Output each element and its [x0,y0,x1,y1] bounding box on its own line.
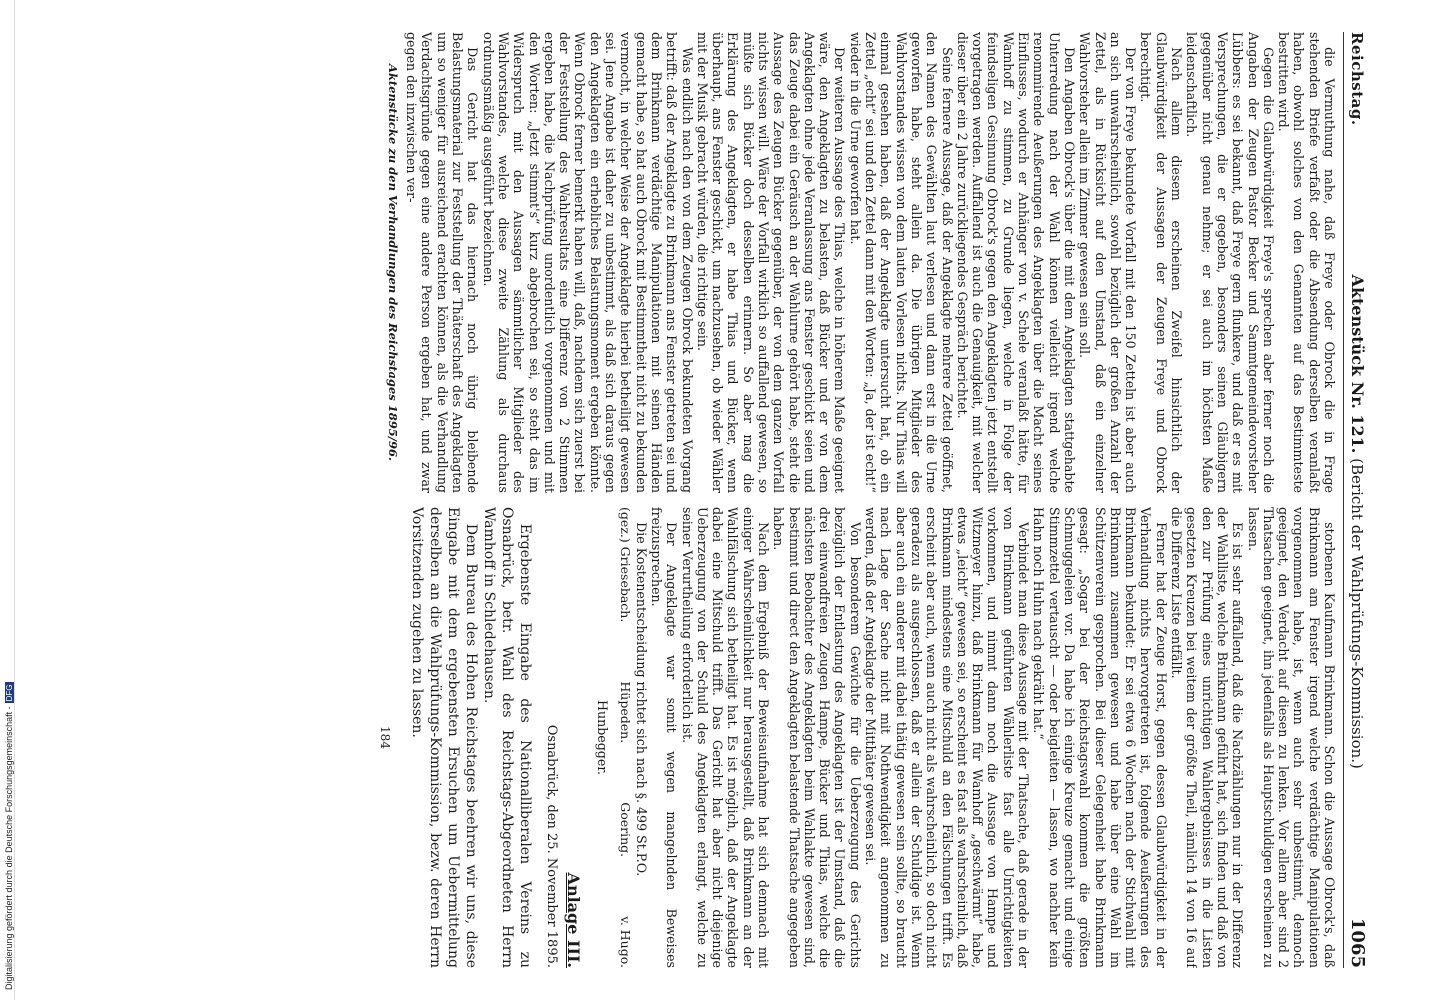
column-left [82,32,1337,493]
paragraph: Der weiteren Aussage des Thias, welche in höherem Maße geeignet wäre, den Angeklagten zu belasten, daß Bücker und er von dem Angeklagten ohne jede Veranlassung ans Fenster geschickt seien und das Zeuge dabei ein Geräusch an der Wahlurne gehört habe, steht die Aussage des Zeugen Bücker gegenüber, der von dem ganzen Vorfall nichts wissen will. Wäre der Vorfall wirklich so auffallend gewesen, so müßte sich Bücker doch desselben erinnern. So aber mag die Erklärung des Angeklagten, er habe Thias und Bücker, wenn überhaupt, ans Fenster geschickt, um nachzusehen, ob wieder Wähler mit der Musik gebracht würden, die richtige sein. [694,32,848,493]
anlage-date: Osnabrück, den 25. November 1895. [544,724,560,968]
paragraph: Es ist sehr auffallend, daß die Nachzählungen nur in der Differenz der Wahlliste, welche Brinkmann geführt hat, sich finden und daß von den zur Prüfung eines unrichtigen Wahlergebnisses in die Listen gesetzten Kreuzen bei weitem der größte Theil, nämlich 14 von 16 auf die Differenz Liste entfällt. [1169,507,1246,968]
document-page [52,10,1382,990]
paragraph: Den Angaben Obrock's über die mit dem Angeklagten stattgehabte Unterredung nach der Wahl können vielleicht irgend welche renommirende Aeußerungen des Angeklagten über die Macht seines Einflusses, wodurch er Anhänger von v. Schele veranlaßt hätte, für Wamhoff zu stimmen, zu Grunde liegen, welche in Folge der feindseligen Gesinnung Obrock's gegen den Angeklagten jetzt entstellt vorgetragen werden. Auffallend ist auch die Genauigkeit, mit welcher dieser über ein 2 Jahre zurückliegendes Gespräch berichtet. [954,32,1077,493]
anlage-body: Dem Bureau des Hohen Reichstages beehren wir uns, diese Eingabe mit dem ergebensten Ersuchen um Uebermittelung derselben an die Wahlprüfungs-Kommission, bezw. deren Herrn Vorsitzenden zugehen zu lassen. [409,507,480,968]
paragraph: Das Gericht hat das hiernach noch übrig bleibende Belastungsmaterial zur Feststellung der Thäterschaft des Angeklagten um so weniger für ausreichend erachten können, als die Verhandlung Verdachtsgründe gegen eine andere Person ergeben hat, und zwar gegen den inzwischen ver- [404,32,481,493]
anlage-title: Anlage III. [563,872,583,968]
signature: Hüpeden. [618,681,634,744]
dfg-sidebar [0,0,15,1000]
paragraph: Von besonderem Gewichte für die Ueberzeugung des Gerichts bezüglich der Entlastung des Angeklagten ist der Umstand, daß die drei einwandfreien Zeugen Hampe, Bücker und Thias, welche die nächsten Beobachter des Angeklagten beim Wahlakte gewesen sind, bestimmt und direct den Angeklagten belastende Thatsache angegeben haben. [771,507,863,968]
funding-notice [4,682,14,990]
header-center-group [1348,275,1367,769]
paragraph: Gegen die Glaubwürdigkeit Freye's sprechen aber ferner noch die Angaben der Zeugen Pastor Becker und Sammtgemeindevorsteher Lübbers: es sei bekannt, daß Freye gern flunkere, und daß er es mit Versprechungen, die er gegeben, besonders seinen Gläubigern gegenüber nicht genau nehme; er sei auch im höchsten Maße leidenschaftlich. [1184,32,1276,493]
text-columns [82,32,1337,968]
bottom-page-number: 184 [378,726,393,749]
signature: Hunbegger. [595,700,611,775]
header-page-number: 1065 [1347,917,1368,968]
signature: Goering. [618,802,634,858]
paragraph: storbenen Kaufmann Brinkmann. Schon die Aussage Obrock's, daß Brinkmann am Fenster irgend welche verdächtige Manipulationen vorgenommen habe, ist, wenn auch sehr unbestimmt, dennoch geeignet, den Verdacht auf diesen zu lenken. Vor allem aber sind 2 Thatsachen geeignet, ihn jedenfalls als Hauptschuldigen erscheinen zu lassen. [1245,507,1337,968]
paragraph: Seine fernere Aussage, daß der Angeklagte mehrere Zettel geöffnet, den Namen des Gewählten laut verlesen und dann erst in die Urne geworfen habe, steht allein da. Die übrigen Mitglieder des Wahlvorstandes wissen von dem lauten Vorlesen nichts. Nur Thias will einmal gesehen haben, daß der Angeklagte untersucht hat, ob ein Zettel „echt“ sei und den Zettel dann mit den Worten: „Ja, der ist echt!“ wieder in die Urne geworfen hat. [847,32,955,493]
paragraph: Nach dem Ergebniß der Beweisaufnahme hat sich demnach mit einiger Wahrscheinlichkeit nur herausgestellt, daß Brinkmann an der Wahlfälschung sich betheiligt hat. Es ist möglich, daß der Angeklagte dabei eine Mitschuld trifft. Das Gericht hat aber nicht diejenige Ueberzeugung von der Schuld des Angeklagten erlangt, welche zu seiner Verurtheilung erforderlich ist. [679,507,772,968]
paragraph: die Vermuthung nahe, daß Freye oder Obrock die in Frage stehenden Briefe verfaßt oder die Absendung derselben veranlaßt haben, obwohl solches von den Genannten auf das Bestimmteste bestritten wird. [1276,32,1337,493]
paragraph: Ferner hat der Zeuge Horst, gegen dessen Glaubwürdigkeit in der Verhandlung nichts hervorgetreten ist, folgende Aeußerungen des Brinkmann bekundet: Er sei etwa 6 Wochen nach der Stichwahl mit Brinkmann zusammen gewesen und habe über eine Wahl im Schützenverein gesprochen. Bei dieser Gelegenheit habe Brinkmann gesagt: „Sogar bei der Reichstagswahl kommen die größten Schmuggeleien vor. Da habe ich einige Kreuze gemacht und einige Stimmzettel vertauscht — oder beigleiten — lassen, wo nachher kein Hahn noch Huhn nach gekräht hat.“ [1031,507,1169,968]
signature-line [618,507,633,968]
dfg-logo: DFG [5,684,14,702]
paragraph: Was endlich nach den von dem Zeugen Obrock bekundeten Vorgang betrifft: daß der Angeklagte zu Brinkmann ans Fenster getreten sei und dem Brinkmann verdächtige Manipulationen mit seinen Händen gemacht habe, so hat auch Obrock mit Bestimmtheit nicht zu bekunden vermocht, in welcher Weise der Angeklagte hierbei betheiligt gewesen sei. Jene Angabe ist daher zu unbestimmt, als daß sich daraus gegen den Angeklagten ein erhebliches Belastungsmoment ergeben könnte. Wenn Obrock ferner bemerkt haben will, daß, nachdem sich zuerst bei der Feststellung des Wahlresultats eine Differenz von 2 Stimmen ergeben habe, die Nachprüfung unordentlich vorgenommen und mit den Worten: „Jetzt stimmt's“ kurz abgebrochen sei, so steht das im Widerspruch mit den Aussagen sämmtlicher Mitglieder des Wahlvorstandes, welche diese zweite Zählung als durchaus ordnungsmäßig ausgeführt bezeichnen. [480,32,695,493]
header-commission: (Bericht der Wahlprüfungs-Kommission.) [1348,458,1366,769]
signature: (gez.) Griesebach. [618,507,634,623]
header-document-number: Aktenstück Nr. 121. [1348,274,1367,454]
paragraph: Der von Freye bekundete Vorfall mit den 150 Zetteln ist aber auch an sich unwahrscheinlich, sowohl bezüglich der großen Anzahl der Zettel, als in Rücksicht auf den Umstand, daß ein einzelner Wahlvorsteher allein im Zimmer gewesen sein soll. [1077,32,1139,493]
anlage-subject: Ergebenste Eingabe des Nationalliberalen Vereins zu Osnabrück, betr. Wahl des Reichstags-Abgeordneten Herrn Wamhoff in Schledehausen. [481,507,534,968]
paragraph: Verbindet man diese Aussage mit der Thatsache, daß gerade in der von Brinkmann geführten Wählerliste fast alle Unrichtigkeiten vorkommen, und nimmt dann noch die Aussage von Hampe und Witzmeyer hinzu, daß Brinkmann für Wamhoff „geschwärmt“ habe, etwas „leicht“ gewesen sei, so erscheint es fast als wahrscheinlich, daß Brinkmann mindestens eine Mitschuld an den Fälschungen trifft. Es erscheint aber auch, wenn auch nicht als wahrscheinlich, so doch nicht geradezu als ausgeschlossen, daß er allein der Schuldige ist. Wenn aber auch ein anderer mit dabei thätig gewesen sein sollte, so braucht nach Lage der Sache nicht mit Nothwendigkeit angenommen zu werden, daß der Angeklagte der Mitthäter gewesen sei. [863,507,1032,968]
paragraph: Die Kostenentscheidung richtet sich nach §. 499 St.P.O. [633,522,649,877]
funding-notice-text: Digitalisierung gefördert durch die Deutsche Forschungsgemeinschaft - [4,706,14,990]
page-footer: Aktenstücke zu den Verhandlungen des Reichstages 1895/96. [385,64,400,461]
paragraph: Der Angeklagte war somit wegen mangelnden Beweises freizusprechen. [648,507,680,968]
column-right [82,507,1337,968]
header-left: Reichstag. [1348,32,1366,126]
signature: v. Hugo. [618,916,634,968]
paragraph: Nach allem diesem erscheinen Zweifel hinsichtlich der Glaubwürdigkeit der Aussagen der Zeugen Freye und Obrock berechtigt. [1138,32,1185,493]
page-header [1343,32,1368,968]
